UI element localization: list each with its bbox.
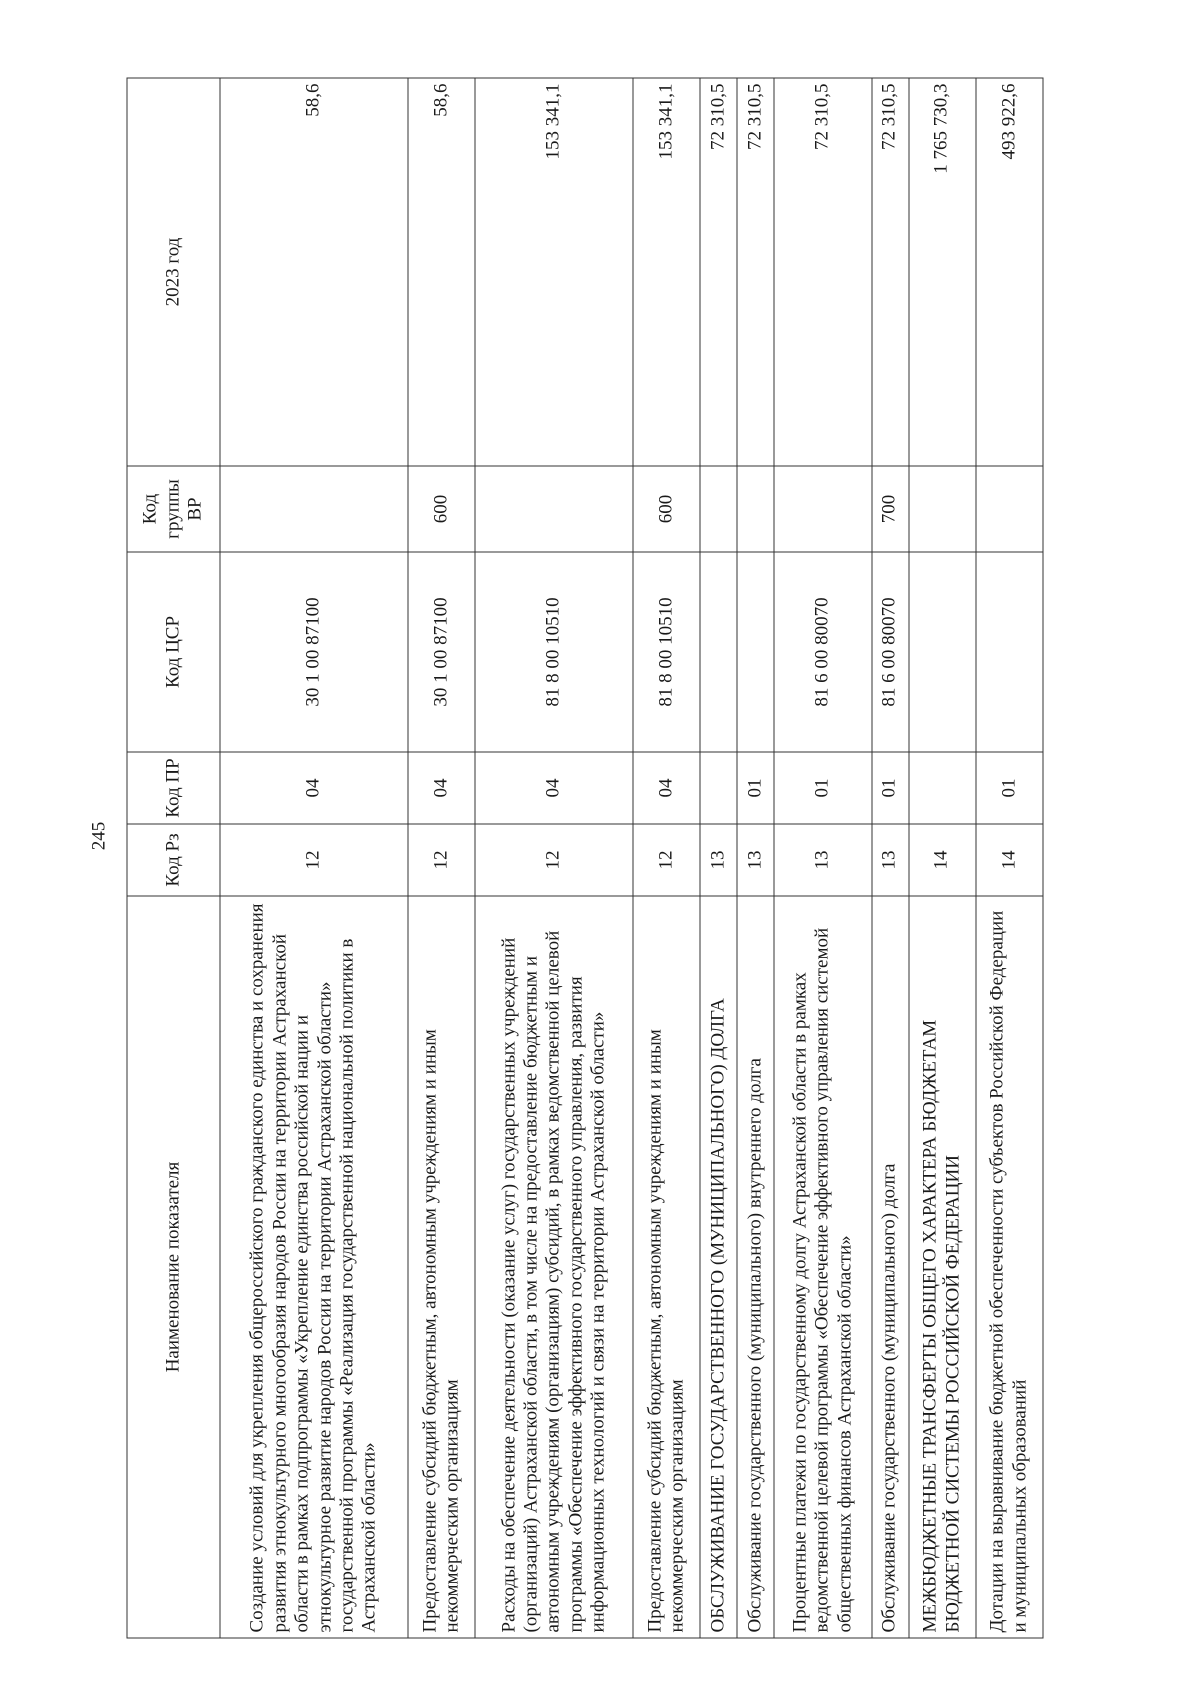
cell-name: Расходы на обеспечение деятельности (оказание услуг) государственных учреждений (организаций) Астраханской области, в том числе на предоставление бюджетным и автономным учреждениям (организациям) субсидий, в рамках ведомственной целевой программы «Обеспечение эффективного государственного управления, развития информационных технологий и связи на территории Астраханской области»	[475, 896, 633, 1638]
cell-pr: 04	[408, 752, 475, 824]
cell-vr	[475, 466, 633, 552]
cell-rz: 13	[700, 824, 737, 896]
cell-pr	[700, 752, 737, 824]
cell-pr: 01	[976, 752, 1043, 824]
table-header-row	[127, 78, 220, 1638]
cell-name: Дотации на выравнивание бюджетной обеспеченности субъектов Российской Федерации и муниципальных образований	[976, 896, 1043, 1638]
cell-rz: 13	[774, 824, 871, 896]
cell-csr: 30 1 00 87100	[408, 552, 475, 752]
cell-value: 72 310,5	[872, 78, 909, 466]
cell-csr: 30 1 00 87100	[220, 552, 408, 752]
header-vr: Код группы ВР	[127, 466, 220, 552]
cell-rz: 13	[737, 824, 774, 896]
cell-vr	[220, 466, 408, 552]
cell-vr	[909, 466, 976, 552]
cell-vr: 600	[633, 466, 700, 552]
cell-pr: 04	[475, 752, 633, 824]
header-year: 2023 год	[127, 78, 220, 466]
cell-pr	[909, 752, 976, 824]
cell-pr: 04	[220, 752, 408, 824]
budget-table	[127, 78, 1044, 1639]
table-row	[220, 78, 408, 1638]
cell-csr: 81 8 00 10510	[475, 552, 633, 752]
cell-name: Предоставление субсидий бюджетным, автономным учреждениям и иным некоммерческим организациям	[408, 896, 475, 1638]
table-row	[700, 78, 737, 1638]
cell-csr	[737, 552, 774, 752]
cell-csr: 81 6 00 80070	[774, 552, 871, 752]
header-rz: Код Рз	[127, 824, 220, 896]
cell-name: Обслуживание государственного (муниципального) долга	[872, 896, 909, 1638]
cell-vr: 600	[408, 466, 475, 552]
cell-name: Процентные платежи по государственному долгу Астраханской области в рамках ведомственной целевой программы «Обеспечение эффективного управления системой общественных финансов Астраханской области»	[774, 896, 871, 1638]
cell-csr: 81 6 00 80070	[872, 552, 909, 752]
cell-csr	[976, 552, 1043, 752]
cell-csr: 81 8 00 10510	[633, 552, 700, 752]
header-csr: Код ЦСР	[127, 552, 220, 752]
cell-value: 58,6	[408, 78, 475, 466]
cell-rz: 13	[872, 824, 909, 896]
cell-rz: 12	[220, 824, 408, 896]
cell-name: Создание условий для укрепления общероссийского гражданского единства и сохранения развития этнокультурного многообразия народов России на территории Астраханской области в рамках подпрограммы «Укрепление единства российской нации и этнокультурное развитие народов России на территории Астраханской области» государственной программы «Реализация государственной национальной политики в Астраханской области»	[220, 896, 408, 1638]
cell-pr: 01	[872, 752, 909, 824]
table-row	[774, 78, 871, 1638]
cell-vr	[700, 466, 737, 552]
cell-value: 72 310,5	[774, 78, 871, 466]
header-name: Наименование показателя	[127, 896, 220, 1638]
cell-value: 58,6	[220, 78, 408, 466]
table-row	[909, 78, 976, 1638]
cell-vr	[976, 466, 1043, 552]
cell-value: 72 310,5	[737, 78, 774, 466]
page-number: 245	[88, 821, 110, 851]
table-row	[633, 78, 700, 1638]
cell-rz: 12	[408, 824, 475, 896]
cell-csr	[700, 552, 737, 752]
table-row	[976, 78, 1043, 1638]
cell-vr	[774, 466, 871, 552]
cell-pr: 04	[633, 752, 700, 824]
table-row	[872, 78, 909, 1638]
cell-vr: 700	[872, 466, 909, 552]
cell-value: 72 310,5	[700, 78, 737, 466]
cell-csr	[909, 552, 976, 752]
cell-rz: 14	[976, 824, 1043, 896]
cell-name: МЕЖБЮДЖЕТНЫЕ ТРАНСФЕРТЫ ОБЩЕГО ХАРАКТЕРА БЮДЖЕТАМ БЮДЖЕТНОЙ СИСТЕМЫ РОССИЙСКОЙ ФЕДЕРАЦИИ	[909, 896, 976, 1638]
cell-value: 493 922,6	[976, 78, 1043, 466]
cell-pr: 01	[774, 752, 871, 824]
budget-table-container	[127, 79, 1044, 1639]
cell-value: 153 341,1	[633, 78, 700, 466]
cell-name: Обслуживание государственного (муниципального) внутреннего долга	[737, 896, 774, 1638]
cell-name: ОБСЛУЖИВАНИЕ ГОСУДАРСТВЕННОГО (МУНИЦИПАЛЬНОГО) ДОЛГА	[700, 896, 737, 1638]
cell-rz: 12	[633, 824, 700, 896]
cell-pr: 01	[737, 752, 774, 824]
cell-rz: 12	[475, 824, 633, 896]
cell-rz: 14	[909, 824, 976, 896]
cell-name: Предоставление субсидий бюджетным, автономным учреждениям и иным некоммерческим организациям	[633, 896, 700, 1638]
cell-vr	[737, 466, 774, 552]
table-row	[408, 78, 475, 1638]
table-row	[737, 78, 774, 1638]
cell-value: 1 765 730,3	[909, 78, 976, 466]
cell-value: 153 341,1	[475, 78, 633, 466]
table-row	[475, 78, 633, 1638]
header-pr: Код ПР	[127, 752, 220, 824]
